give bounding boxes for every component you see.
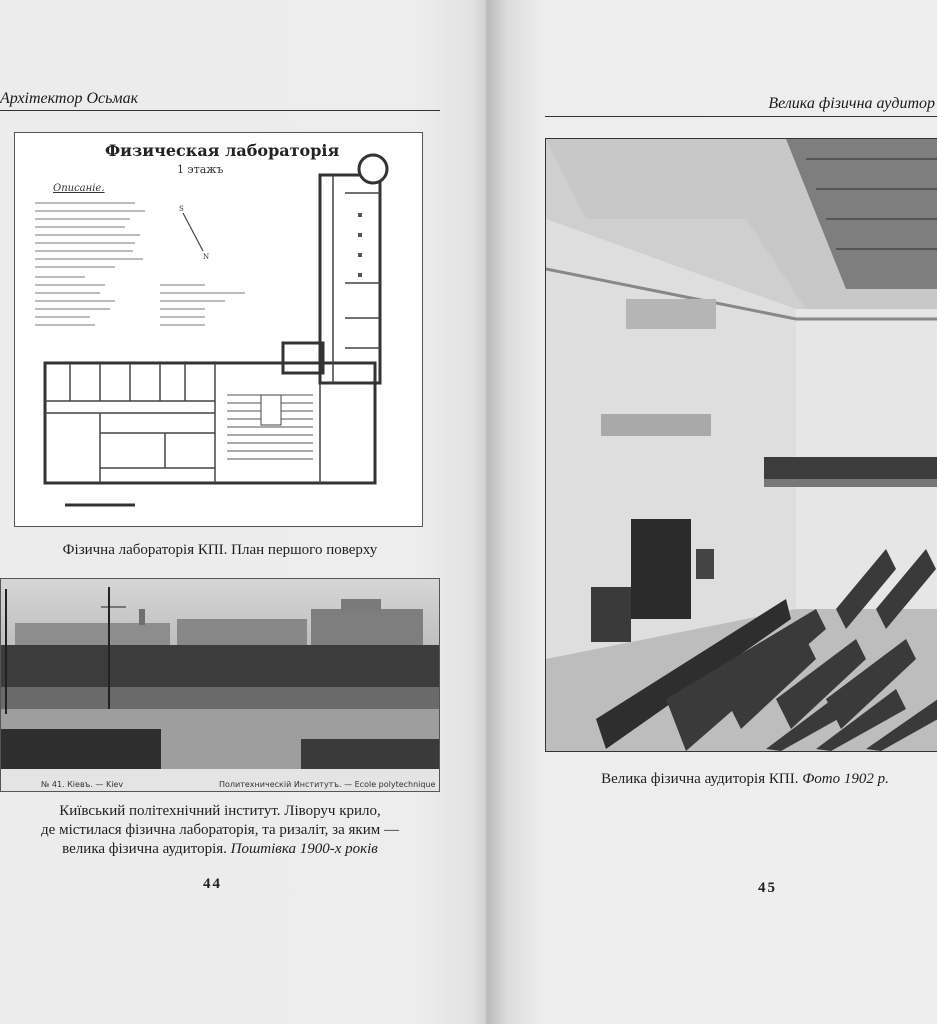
postcard-caption-line2: де містилася фізична лабораторія, та ризаліт, за яким — bbox=[41, 822, 399, 838]
plan-caption: Фізична лабораторія КПІ. План першого поверху bbox=[62, 542, 378, 558]
photo-caption-date: Фото 1902 р. bbox=[802, 771, 889, 787]
header-rule-right bbox=[545, 116, 937, 117]
postcard-label-right: Политехническій Институтъ. — Ecole polytechnique bbox=[219, 780, 436, 789]
postcard-caption-source: Поштівка 1900-х років bbox=[230, 841, 378, 857]
auditorium-image bbox=[546, 139, 937, 751]
postcard-label-left: № 41. Кіевъ. — Kiev bbox=[41, 780, 124, 789]
header-rule-left bbox=[0, 110, 440, 111]
postcard-caption-line1: Київський політехнічний інститут. Ліворуч крило, bbox=[59, 803, 381, 819]
photo-caption-text: Велика фізична аудиторія КПІ. bbox=[601, 771, 803, 787]
plan-legend-heading: Описаніе. bbox=[53, 183, 105, 194]
auditorium-photo bbox=[545, 138, 937, 752]
page-number-left: 44 bbox=[203, 876, 222, 892]
running-head-left: Архітектор Осьмак bbox=[0, 90, 139, 107]
page-number-right: 45 bbox=[758, 880, 777, 896]
svg-text:S: S bbox=[179, 205, 184, 213]
postcard-caption-line3 bbox=[20, 840, 420, 859]
postcard-caption-line3-text: велика фізична аудиторія. bbox=[62, 841, 231, 857]
running-head-right: Велика фізична аудитор bbox=[768, 95, 935, 112]
plan-title: Физическая лабораторія bbox=[105, 141, 340, 160]
postcard-photo bbox=[0, 578, 440, 792]
floor-plan-figure bbox=[14, 132, 423, 527]
postcard-image bbox=[1, 579, 439, 791]
postcard-caption bbox=[20, 802, 420, 859]
book-gutter bbox=[486, 0, 490, 1024]
floor-plan-drawing bbox=[15, 133, 422, 526]
plan-floor-label: 1 этажъ bbox=[177, 163, 224, 176]
photo-caption bbox=[575, 770, 915, 789]
svg-text:N: N bbox=[203, 253, 210, 261]
